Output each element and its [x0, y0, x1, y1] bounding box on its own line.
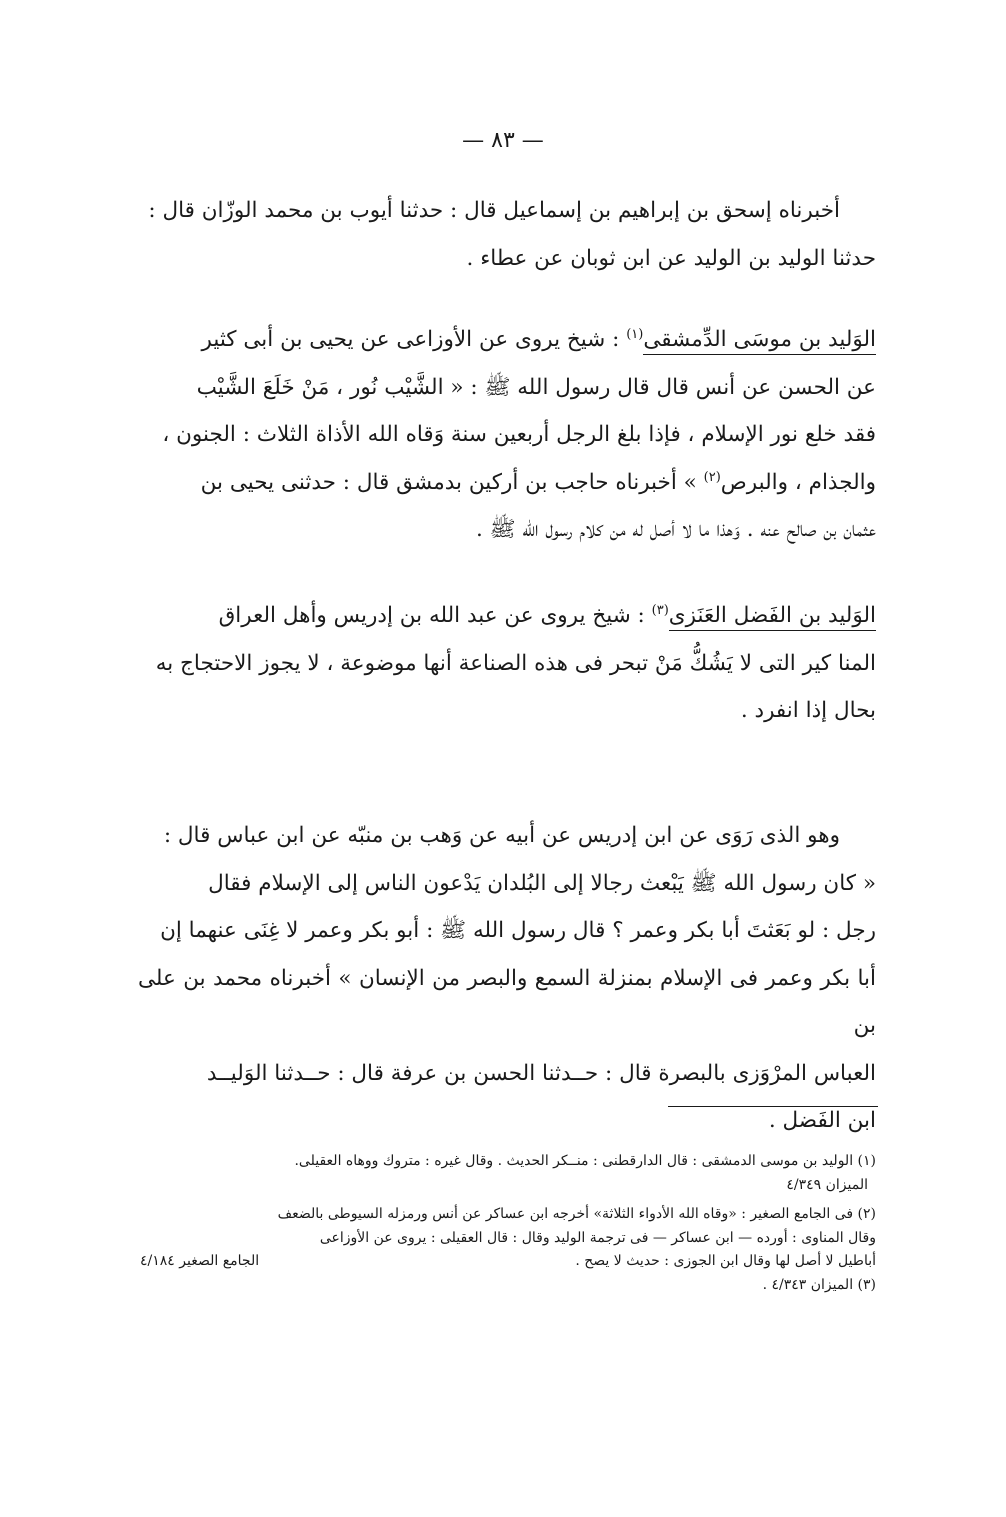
entry-heading: الوَليد بن الفَضل العَنَزى	[669, 603, 876, 631]
footnote-ref[interactable]: (٢)	[703, 469, 721, 485]
text-line: المنا كير التى لا يَشُكُّ مَنْ تبحر فى هذه الصناعة أنها موضوعة ، لا يجوز الاحتجاج به	[155, 650, 876, 676]
page-number: — ٨٣ —	[462, 128, 544, 153]
footnote-3: (٣) الميزان ٤/٣٤٣ .	[762, 1276, 876, 1293]
footnote-divider	[668, 1106, 878, 1107]
text-line: : شيخ يروى عن الأوزاعى عن يحيى بن أبى كثير	[201, 327, 627, 352]
text-line: حدثنا الوليد بن الوليد عن ابن ثوبان عن عطاء .	[466, 245, 876, 271]
paragraph-3	[138, 592, 876, 735]
text-line: ابن الفَضل .	[768, 1108, 876, 1133]
footnote-2: (٢) فى الجامع الصغير : «وقاه الله الأدواء الثلاثة» أخرجه ابن عساكر عن أنس ورمزله السيوطى بالضعف	[277, 1206, 876, 1222]
footnotes	[140, 1150, 876, 1297]
text-line: وهو الذى رَوَى عن ابن إدريس عن أبيه عن وَهب بن منبّه عن ابن عباس قال :	[163, 823, 840, 848]
footnote-ref[interactable]: (١)	[626, 326, 644, 342]
paragraph-4	[138, 812, 876, 1145]
text-line: عثمان بن صالح عنه . وَهذا ما لا أصل له من كلام رسول الله ﷺ .	[475, 517, 876, 542]
footnote-1: (١) الوليد بن موسى الدمشقى : قال الدارقطنى : منــكر الحديث . وقال غيره : متروك ووهاه العقيلى.	[294, 1153, 876, 1169]
footnote-1-source: الميزان ٤/٣٤٩	[786, 1176, 868, 1193]
text-line: رجل : لو بَعَثتَ أبا بكر وعمر ؟ قال رسول الله ﷺ : أبو بكر وعمر لا غِنَى عنهما إن	[160, 918, 876, 943]
text-line: العباس المرْوَزى بالبصرة قال : حــدثنا الحسن بن عرفة قال : حــدثنا الوَليــد	[206, 1060, 876, 1086]
footnote-2-line: وقال المناوى : أورده — ابن عساكر — فى ترجمة الوليد وقال : قال العقيلى : يروى عن الأوزاعى	[319, 1229, 876, 1246]
text-line: بحال إذا انفرد .	[740, 698, 876, 723]
text-line: « كان رسول الله ﷺ يَبْعث رجالا إلى البُلدان يَدْعون الناس إلى الإسلام فقال	[208, 870, 876, 896]
text-line: » أخبرناه حاجب بن أركين بدمشق قال : حدثنى يحيى بن	[200, 469, 704, 495]
text-line: عن الحسن عن أنس قال قال رسول الله ﷺ : « الشَّيْب نُور ، مَنْ خَلَعَ الشَّيْب	[196, 374, 876, 400]
text-line: أخبرناه إسحق بن إبراهيم بن إسماعيل قال : حدثنا أيوب بن محمد الوزّان قال :	[148, 198, 840, 223]
paragraph-2	[138, 316, 876, 554]
footnote-2-source: الجامع الصغير ٤/١٨٤	[140, 1253, 260, 1269]
footnote-2-line	[140, 1250, 876, 1274]
text-line: والجذام ، والبرص	[720, 469, 876, 495]
entry-heading: الوَليد بن موسَى الدِّمشقى	[643, 327, 876, 355]
text-line: : شيخ يروى عن عبد الله بن إدريس وأهل العراق	[218, 603, 652, 628]
text-line: أبا بكر وعمر فى الإسلام بمنزلة السمع والبصر من الإنسان » أخبرناه محمد بن على بن	[138, 965, 876, 1038]
paragraph-1	[138, 187, 876, 282]
text-line: فقد خلع نور الإسلام ، فإذا بلغ الرجل أربعين سنة وَقاه الله الأذاة الثلاث : الجنون ،	[162, 422, 876, 447]
footnote-ref[interactable]: (٣)	[651, 602, 669, 618]
footnote-2-text: أباطيل لا أصل لها وقال ابن الجوزى : حديث لا يصح .	[575, 1253, 876, 1269]
